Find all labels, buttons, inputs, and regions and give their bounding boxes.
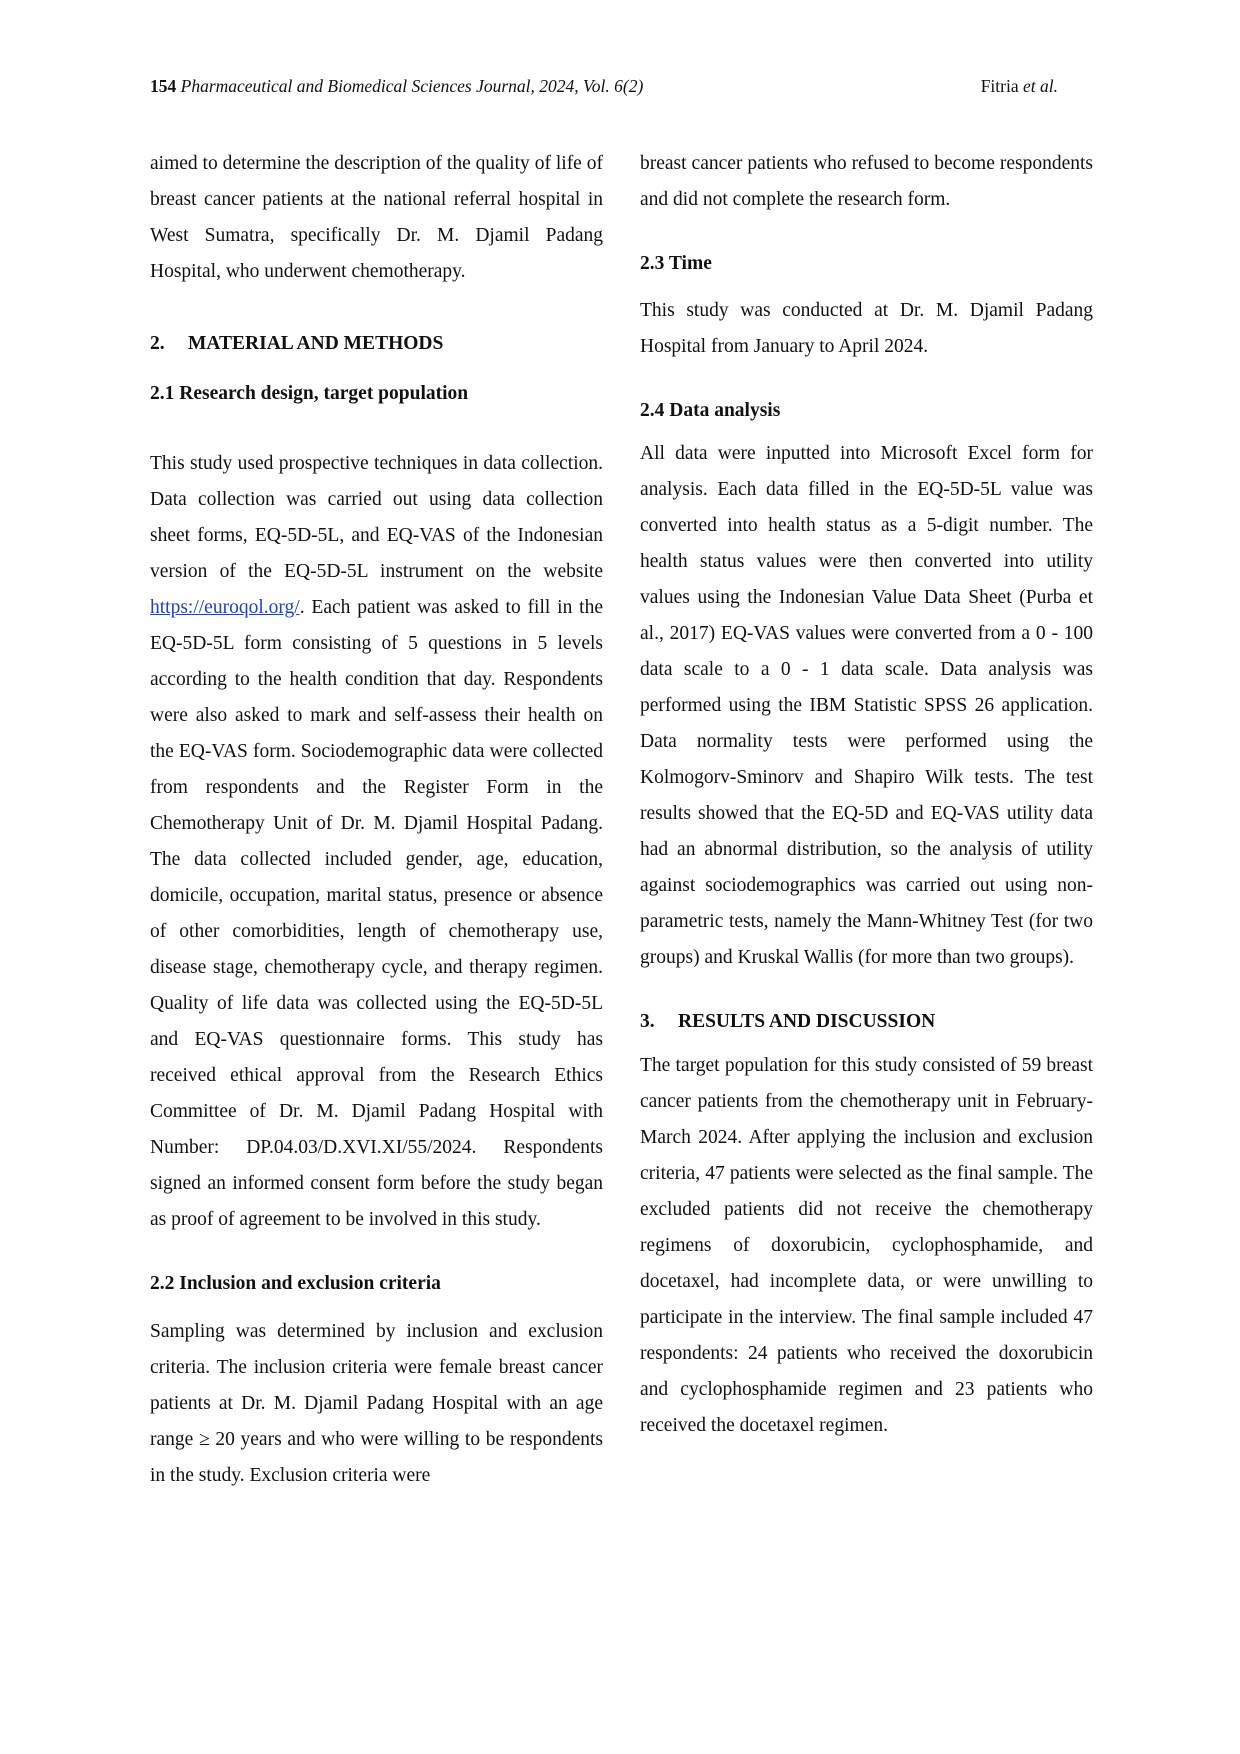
section-2-heading bbox=[150, 326, 603, 362]
subsection-2-1-paragraph bbox=[150, 446, 603, 1238]
subsection-2-2-heading: 2.2 Inclusion and exclusion criteria bbox=[150, 1273, 441, 1294]
journal-citation: Pharmaceutical and Biomedical Sciences Journal, 2024, Vol. 6(2) bbox=[180, 76, 644, 96]
section-2-title: MATERIAL AND METHODS bbox=[188, 333, 444, 354]
subsection-2-2-continuation: breast cancer patients who refused to become respondents and did not complete the research form. bbox=[640, 153, 1093, 210]
author-name: Fitria bbox=[980, 76, 1019, 96]
subsection-2-4-paragraph: All data were inputted into Microsoft Excel form for analysis. Each data filled in the EQ-5D-5L value was converted into health status as a 5-digit number. The health status values were then converted into utility values using the Indonesian Value Data Sheet (Purba et al., 2017) EQ-VAS values were converted from a 0 - 100 data scale to a 0 - 1 data scale. Data analysis was performed using the IBM Statistic SPSS 26 application. Data normality tests were performed using the Kolmogorv-Sminorv and Shapiro Wilk tests. The test results showed that the EQ-5D and EQ-VAS utility data had an abnormal distribution, so the analysis of utility against sociodemographics was carried out using non-parametric tests, namely the Mann-Whitney Test (for two groups) and Kruskal Wallis (for more than two groups). bbox=[640, 443, 1093, 968]
running-header bbox=[150, 74, 1058, 98]
section-3-paragraph: The target population for this study consisted of 59 breast cancer patients from the chemotherapy unit in February-March 2024. After applying the inclusion and exclusion criteria, 47 patients were selected as the final sample. The excluded patients did not receive the chemotherapy regimens of doxorubicin, cyclophosphamide, and docetaxel, had incomplete data, or were unwilling to participate in the interview. The final sample included 47 respondents: 24 patients who received the doxorubicin and cyclophosphamide regimen and 23 patients who received the docetaxel regimen. bbox=[640, 1055, 1093, 1436]
subsection-2-1-heading: 2.1 Research design, target population bbox=[150, 383, 469, 404]
subsection-2-2-paragraph: Sampling was determined by inclusion and exclusion criteria. The inclusion criteria were female breast cancer patients at Dr. M. Djamil Padang Hospital with an age range ≥ 20 years and who were willing to be respondents in the study. Exclusion criteria were bbox=[150, 1321, 603, 1486]
euroqol-link[interactable]: https://euroqol.org/ bbox=[150, 597, 300, 618]
intro-paragraph-end: aimed to determine the description of the quality of life of breast cancer patients at the national referral hospital in West Sumatra, specifically Dr. M. Djamil Padang Hospital, who underwent chemotherapy. bbox=[150, 153, 603, 282]
section-3-heading bbox=[640, 1004, 1093, 1040]
section-3-title: RESULTS AND DISCUSSION bbox=[678, 1011, 936, 1032]
subsection-2-4-heading: 2.4 Data analysis bbox=[640, 400, 781, 421]
left-column bbox=[150, 146, 603, 1494]
subsection-2-3-paragraph: This study was conducted at Dr. M. Djamil Padang Hospital from January to April 2024. bbox=[640, 300, 1093, 357]
subsection-2-3-heading: 2.3 Time bbox=[640, 253, 712, 274]
section-3-number: 3. bbox=[640, 1011, 655, 1032]
paragraph-text: This study used prospective techniques in data collection. Data collection was carried out using data collection sheet forms, EQ-5D-5L, and EQ-VAS of the Indonesian version of the EQ-5D-5L instrument on the website bbox=[150, 453, 603, 582]
author-credit bbox=[981, 74, 1058, 98]
page-number: 154 bbox=[150, 76, 177, 96]
author-suffix: et al. bbox=[1023, 76, 1058, 96]
paragraph-text-continued: . Each patient was asked to fill in the EQ-5D-5L form consisting of 5 questions in 5 levels according to the health condition that day. Respondents were also asked to mark and self-assess their health on the EQ-VAS form. Sociodemographic data were collected from respondents and the Register Form in the Chemotherapy Unit of Dr. M. Djamil Hospital Padang. The data collected included gender, age, education, domicile, occupation, marital status, presence or absence of other comorbidities, length of chemotherapy use, disease stage, chemotherapy cycle, and therapy regimen. Quality of life data was collected using the EQ-5D-5L and EQ-VAS questionnaire forms. This study has received ethical approval from the Research Ethics Committee of Dr. M. Djamil Padang Hospital with Number: DP.04.03/D.XVI.XI/55/2024. Respondents signed an informed consent form before the study began as proof of agreement to be involved in this study. bbox=[150, 597, 603, 1230]
right-column bbox=[640, 146, 1093, 1444]
section-2-number: 2. bbox=[150, 333, 165, 354]
